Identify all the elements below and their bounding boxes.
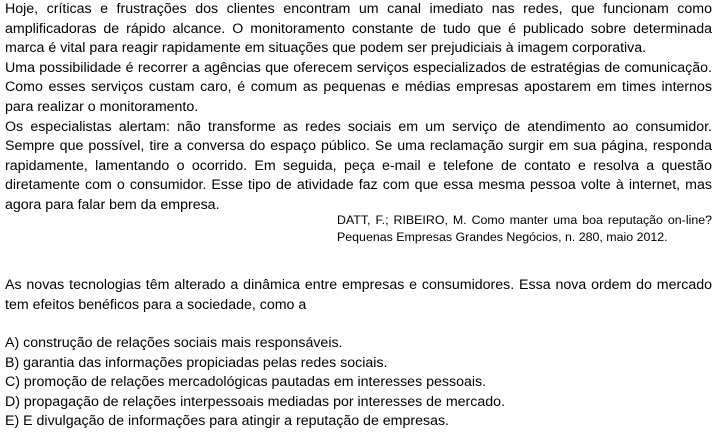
answer-option-a: A) construção de relações sociais mais responsáveis. [5,335,343,351]
answer-options [5,334,712,432]
answer-option-b: B) garantia das informações propiciadas pelas redes sociais. [5,354,388,371]
answer-option-e: E) E divulgação de informações para atingir a reputação de empresas. [5,413,450,430]
passage-paragraph-2: Uma possibilidade é recorrer a agências que oferecem serviços especializados de estratégias de comunicação. Como esses serviços custam caro, é comum as pequenas e médias empresas apostarem em times internos para realizar o monitoramento. [5,59,712,115]
passage-paragraph-1: Hoje, críticas e frustrações dos clientes encontram um canal imediato nas redes, que funcionam como amplificadoras de rápido alcance. O monitoramento constante de tudo que é publicado sobre determinada marca é vital para reagir rapidamente em situações que podem ser prejudiciais à imagem corporativa. [5,1,712,57]
answer-option-d: D) propagação de relações interpessoais mediadas por interesses de mercado. [5,393,505,410]
question-stem: As novas tecnologias têm alterado a dinâmica entre empresas e consumidores. Essa nova ordem do mercado tem efeitos benéficos para a sociedade, como a [5,277,712,313]
source-citation: DATT, F.; RIBEIRO, M. Como manter uma boa reputação on-line? Pequenas Empresas Grandes Negócios, n. 280, maio 2012. [337,213,712,244]
passage-text [5,0,712,216]
answer-option-c: C) promoção de relações mercadológicas pautadas em interesses pessoais. [5,374,487,391]
passage-paragraph-3: Os especialistas alertam: não transforme as redes sociais em um serviço de atendimento ao consumidor. Sempre que possível, tire a conversa do espaço público. Se uma reclamação surgir em sua página, responda rapidamente, lamentando o ocorrido. Em seguida, peça e-mail e telefone de contato e resolva a questão diretamente com o consumidor. Esse tipo de atividade faz com que essa mesma pessoa volte à internet, mas agora para falar bem da empresa. [5,118,712,213]
